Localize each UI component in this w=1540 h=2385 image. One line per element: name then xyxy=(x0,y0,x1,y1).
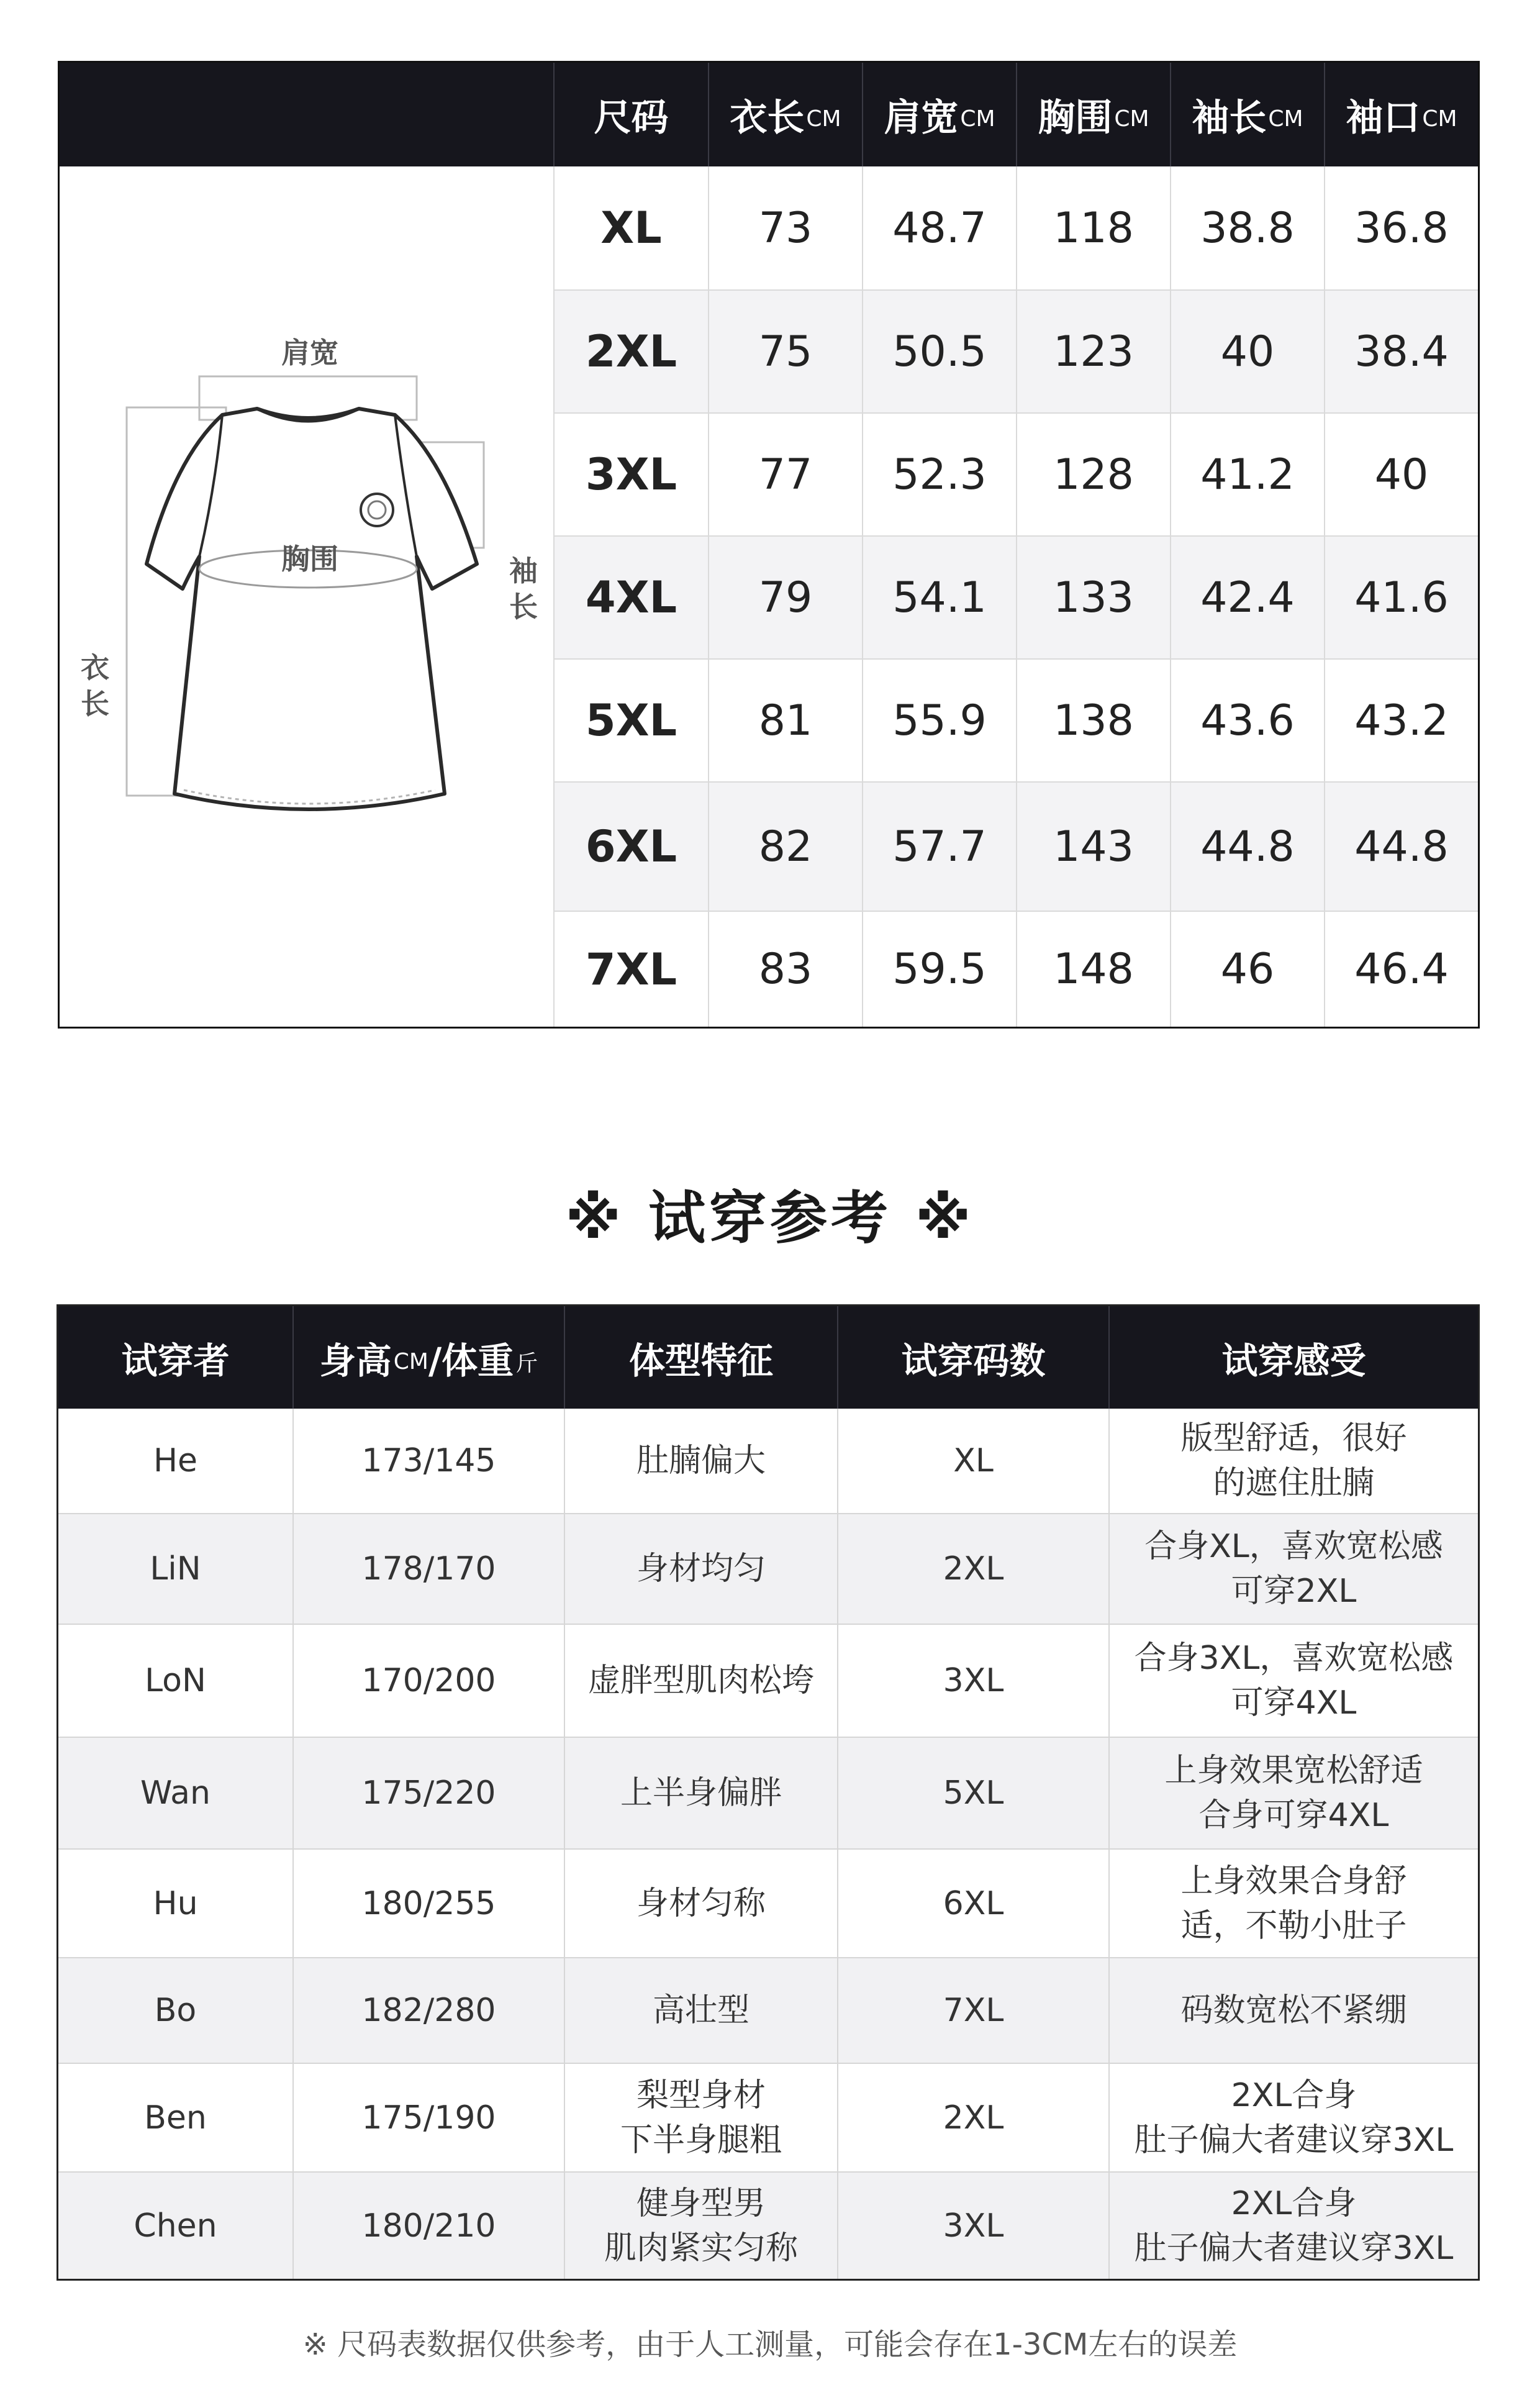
size-row-3xl xyxy=(553,414,1478,537)
sleeve-length-cell: 41.2 xyxy=(1170,414,1324,535)
body-type-cell: 健身型男 肌肉紧实匀称 xyxy=(564,2173,837,2279)
header-body-type xyxy=(564,1306,837,1409)
size-row-7xl xyxy=(553,912,1478,1027)
cuff-cell: 41.6 xyxy=(1324,537,1478,658)
header-length-unit: CM xyxy=(806,106,841,132)
cuff-cell: 44.8 xyxy=(1324,783,1478,911)
fit-row-lon xyxy=(58,1625,1478,1738)
sleeve-label-top: 袖 xyxy=(509,554,538,588)
chest-cell: 148 xyxy=(1016,912,1170,1027)
tester-cell: Wan xyxy=(140,1774,211,1812)
length-label-bottom: 长 xyxy=(81,687,109,720)
cuff-cell: 36.8 xyxy=(1324,166,1478,289)
fit-row-wan xyxy=(58,1738,1478,1850)
header-tester xyxy=(58,1306,292,1409)
chest-cell: 118 xyxy=(1016,166,1170,289)
fit-row-hu xyxy=(58,1850,1478,1958)
size-cell: 7XL xyxy=(553,912,708,1027)
chest-label: 胸围 xyxy=(281,542,338,576)
header-cuff-unit: CM xyxy=(1422,106,1457,132)
header-height-unit: CM xyxy=(393,1349,428,1374)
feedback-cell: 2XL合身 肚子偏大者建议穿3XL xyxy=(1108,2173,1478,2279)
sleeve-length-cell: 42.4 xyxy=(1170,537,1324,658)
size-row-2xl xyxy=(553,291,1478,414)
cuff-cell: 43.2 xyxy=(1324,660,1478,781)
length-label-top: 衣 xyxy=(81,651,109,684)
header-shoulder xyxy=(862,63,1016,166)
length-cell: 83 xyxy=(708,912,862,1027)
fit-row-bo xyxy=(58,1958,1478,2064)
height-weight-cell: 178/170 xyxy=(292,1514,564,1624)
shoulder-cell: 50.5 xyxy=(862,291,1016,412)
height-weight-cell: 175/220 xyxy=(292,1738,564,1848)
size-tried-cell: 3XL xyxy=(837,2173,1108,2279)
header-body-type-label: 体型特征 xyxy=(628,1339,773,1382)
height-weight-cell: 173/145 xyxy=(292,1409,564,1513)
sleeve-length-cell: 46 xyxy=(1170,912,1324,1027)
fit-reference-table xyxy=(57,1304,1480,2281)
header-tester-label: 试穿者 xyxy=(121,1339,230,1382)
tester-cell: Hu xyxy=(153,1884,198,1922)
feedback-cell: 2XL合身 肚子偏大者建议穿3XL xyxy=(1108,2064,1478,2171)
feedback-cell: 版型舒适，很好 的遮住肚腩 xyxy=(1108,1409,1478,1513)
size-cell: 3XL xyxy=(553,414,708,535)
body-type-cell: 上半身偏胖 xyxy=(564,1738,837,1848)
size-cell: 2XL xyxy=(553,291,708,412)
length-cell: 77 xyxy=(708,414,862,535)
fit-reference-title: ※ 试穿参考 ※ xyxy=(565,1185,975,1252)
shoulder-cell: 52.3 xyxy=(862,414,1016,535)
size-chart-header xyxy=(60,63,1478,166)
size-chart-table xyxy=(58,61,1480,1029)
feedback-cell: 码数宽松不紧绷 xyxy=(1108,1958,1478,2063)
shoulder-cell: 54.1 xyxy=(862,537,1016,658)
size-cell: 6XL xyxy=(553,783,708,911)
header-chest xyxy=(1016,63,1170,166)
size-tried-cell: 2XL xyxy=(837,1514,1108,1624)
fit-row-he xyxy=(58,1409,1478,1514)
size-cell: 4XL xyxy=(553,537,708,658)
fit-table-header xyxy=(58,1306,1478,1409)
chest-cell: 133 xyxy=(1016,537,1170,658)
header-weight-unit: 斤 xyxy=(515,1351,538,1376)
header-length-label: 衣长 xyxy=(730,96,805,140)
length-cell: 82 xyxy=(708,783,862,911)
fit-row-ben xyxy=(58,2064,1478,2173)
size-tried-cell: 6XL xyxy=(837,1850,1108,1957)
body-type-cell: 梨型身材 下半身腿粗 xyxy=(564,2064,837,2171)
cuff-cell: 40 xyxy=(1324,414,1478,535)
header-shoulder-label: 肩宽 xyxy=(884,96,959,140)
header-size-tried xyxy=(837,1306,1108,1409)
size-tried-cell: 2XL xyxy=(837,2064,1108,2171)
sleeve-length-cell: 44.8 xyxy=(1170,783,1324,911)
header-weight-label: /体重 xyxy=(428,1339,514,1382)
size-tried-cell: 3XL xyxy=(837,1625,1108,1737)
body-type-cell: 身材匀称 xyxy=(564,1850,837,1957)
chest-cell: 138 xyxy=(1016,660,1170,781)
header-sleeve-length-unit: CM xyxy=(1268,106,1303,132)
tester-cell: LiN xyxy=(150,1550,201,1588)
feedback-cell: 合身3XL，喜欢宽松感 可穿4XL xyxy=(1108,1625,1478,1737)
body-type-cell: 肚腩偏大 xyxy=(564,1409,837,1513)
header-feedback-label: 试穿感受 xyxy=(1221,1339,1366,1382)
shoulder-cell: 57.7 xyxy=(862,783,1016,911)
size-cell: XL xyxy=(553,166,708,289)
header-cuff-label: 袖口 xyxy=(1346,96,1421,140)
header-size-tried-label: 试穿码数 xyxy=(901,1339,1046,1382)
height-weight-cell: 180/255 xyxy=(292,1850,564,1957)
tester-cell: He xyxy=(153,1442,198,1479)
header-length xyxy=(708,63,862,166)
height-weight-cell: 175/190 xyxy=(292,2064,564,2171)
tester-cell: LoN xyxy=(145,1662,206,1699)
header-feedback xyxy=(1108,1306,1478,1409)
tshirt-outline-icon xyxy=(147,409,477,809)
shoulder-cell: 59.5 xyxy=(862,912,1016,1027)
sleeve-label-bottom: 长 xyxy=(509,590,538,624)
chest-cell: 143 xyxy=(1016,783,1170,911)
height-weight-cell: 182/280 xyxy=(292,1958,564,2063)
height-weight-cell: 170/200 xyxy=(292,1625,564,1737)
tester-cell: Chen xyxy=(134,2207,217,2245)
sleeve-length-cell: 38.8 xyxy=(1170,166,1324,289)
size-row-4xl xyxy=(553,537,1478,660)
size-tried-cell: 7XL xyxy=(837,1958,1108,2063)
tester-cell: Bo xyxy=(154,1992,197,2029)
header-size xyxy=(553,63,708,166)
size-row-5xl xyxy=(553,660,1478,783)
header-chest-unit: CM xyxy=(1114,106,1149,132)
feedback-cell: 上身效果宽松舒适 合身可穿4XL xyxy=(1108,1738,1478,1848)
header-sleeve-length-label: 袖长 xyxy=(1192,96,1267,140)
header-height-label: 身高 xyxy=(319,1339,392,1382)
length-cell: 73 xyxy=(708,166,862,289)
body-type-cell: 高壮型 xyxy=(564,1958,837,2063)
shoulder-cell: 55.9 xyxy=(862,660,1016,781)
header-height-weight xyxy=(292,1306,564,1409)
disclaimer-footnote: ※ 尺码表数据仅供参考，由于人工测量，可能会存在1-3CM左右的误差 xyxy=(302,2327,1238,2362)
fit-row-lin xyxy=(58,1514,1478,1625)
header-chest-label: 胸围 xyxy=(1038,96,1113,140)
feedback-cell: 合身XL，喜欢宽松感 可穿2XL xyxy=(1108,1514,1478,1624)
length-cell: 79 xyxy=(708,537,862,658)
size-cell: 5XL xyxy=(553,660,708,781)
sleeve-length-cell: 43.6 xyxy=(1170,660,1324,781)
feedback-cell: 上身效果合身舒 适，不勒小肚子 xyxy=(1108,1850,1478,1957)
length-cell: 75 xyxy=(708,291,862,412)
height-weight-cell: 180/210 xyxy=(292,2173,564,2279)
tshirt-measurement-diagram xyxy=(60,166,551,1027)
header-sleeve-length xyxy=(1170,63,1324,166)
chest-cell: 123 xyxy=(1016,291,1170,412)
header-cuff xyxy=(1324,63,1478,166)
header-shoulder-unit: CM xyxy=(960,106,995,132)
cuff-cell: 46.4 xyxy=(1324,912,1478,1027)
size-row-6xl xyxy=(553,783,1478,912)
body-type-cell: 身材均匀 xyxy=(564,1514,837,1624)
shoulder-cell: 48.7 xyxy=(862,166,1016,289)
tshirt-diagram-svg xyxy=(60,166,551,1027)
tester-cell: Ben xyxy=(144,2099,207,2137)
cuff-cell: 38.4 xyxy=(1324,291,1478,412)
length-cell: 81 xyxy=(708,660,862,781)
fit-row-chen xyxy=(58,2173,1478,2279)
size-tried-cell: 5XL xyxy=(837,1738,1108,1848)
body-type-cell: 虚胖型肌肉松垮 xyxy=(564,1625,837,1737)
shoulder-label: 肩宽 xyxy=(281,336,338,370)
sleeve-length-cell: 40 xyxy=(1170,291,1324,412)
header-size-label: 尺码 xyxy=(594,96,669,140)
size-row-xl xyxy=(553,166,1478,291)
chest-cell: 128 xyxy=(1016,414,1170,535)
size-tried-cell: XL xyxy=(837,1409,1108,1513)
